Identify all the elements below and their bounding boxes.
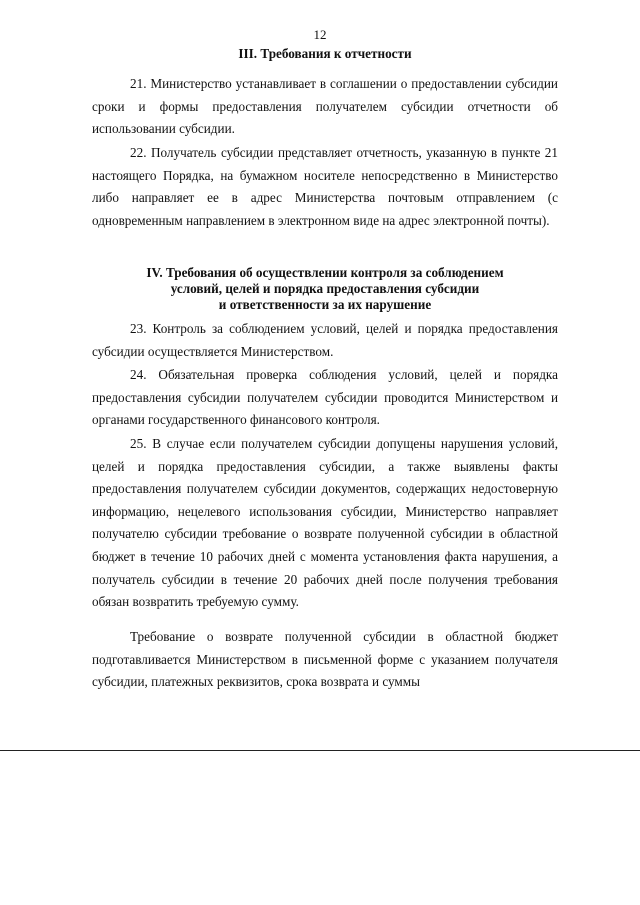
paragraph-22: 22. Получатель субсидии представляет отчетность, указанную в пункте 21 настоящего Порядка, на бумажном носителе непосредственно в Министерство либо направляет ее в адрес Министерства почтовым отправлением (с одновременным направлением в электронном виде на адрес электронной почты). bbox=[92, 145, 558, 228]
section-4-heading-line-3: и ответственности за их нарушение bbox=[218, 297, 432, 312]
page-number: 12 bbox=[313, 27, 327, 42]
paragraph-25: 25. В случае если получателем субсидии допущены нарушения условий, целей и порядка предоставления субсидии, а также выявлены факты предоставления получателем субсидии документов, содержащих недостоверную информацию, нецелевого использования субсидии, Министерство направляет получателю субсидии требование о возврате полученной субсидии в областной бюджет в течение 10 рабочих дней с момента установления факта нарушения, а получатель субсидии в течение 20 рабочих дней после получения требования обязан возвратить требуемую сумму. bbox=[92, 436, 558, 610]
section-3-heading: III. Требования к отчетности bbox=[238, 46, 412, 61]
paragraph-refund-demand: Требование о возврате полученной субсидии в областной бюджет подготавливается Министерством в письменной форме с указанием получателя субсидии, платежных реквизитов, срока возврата и суммы bbox=[92, 629, 558, 690]
paragraph-23: 23. Контроль за соблюдением условий, целей и порядка предоставления субсидии осуществляется Министерством. bbox=[92, 321, 558, 359]
footer-rule bbox=[0, 750, 640, 751]
paragraph-21: 21. Министерство устанавливает в соглашении о предоставлении субсидии сроки и формы предоставления получателем субсидии отчетности об использовании субсидии. bbox=[92, 76, 558, 137]
section-4-heading-line-2: условий, целей и порядка предоставления субсидии bbox=[170, 281, 480, 296]
paragraph-24: 24. Обязательная проверка соблюдения условий, целей и порядка предоставления субсидии получателем субсидии проводится Министерством и органами государственного финансового контроля. bbox=[92, 367, 558, 428]
section-4-heading bbox=[92, 265, 558, 313]
section-4-heading-line-1: IV. Требования об осуществлении контроля за соблюдением bbox=[146, 265, 504, 280]
